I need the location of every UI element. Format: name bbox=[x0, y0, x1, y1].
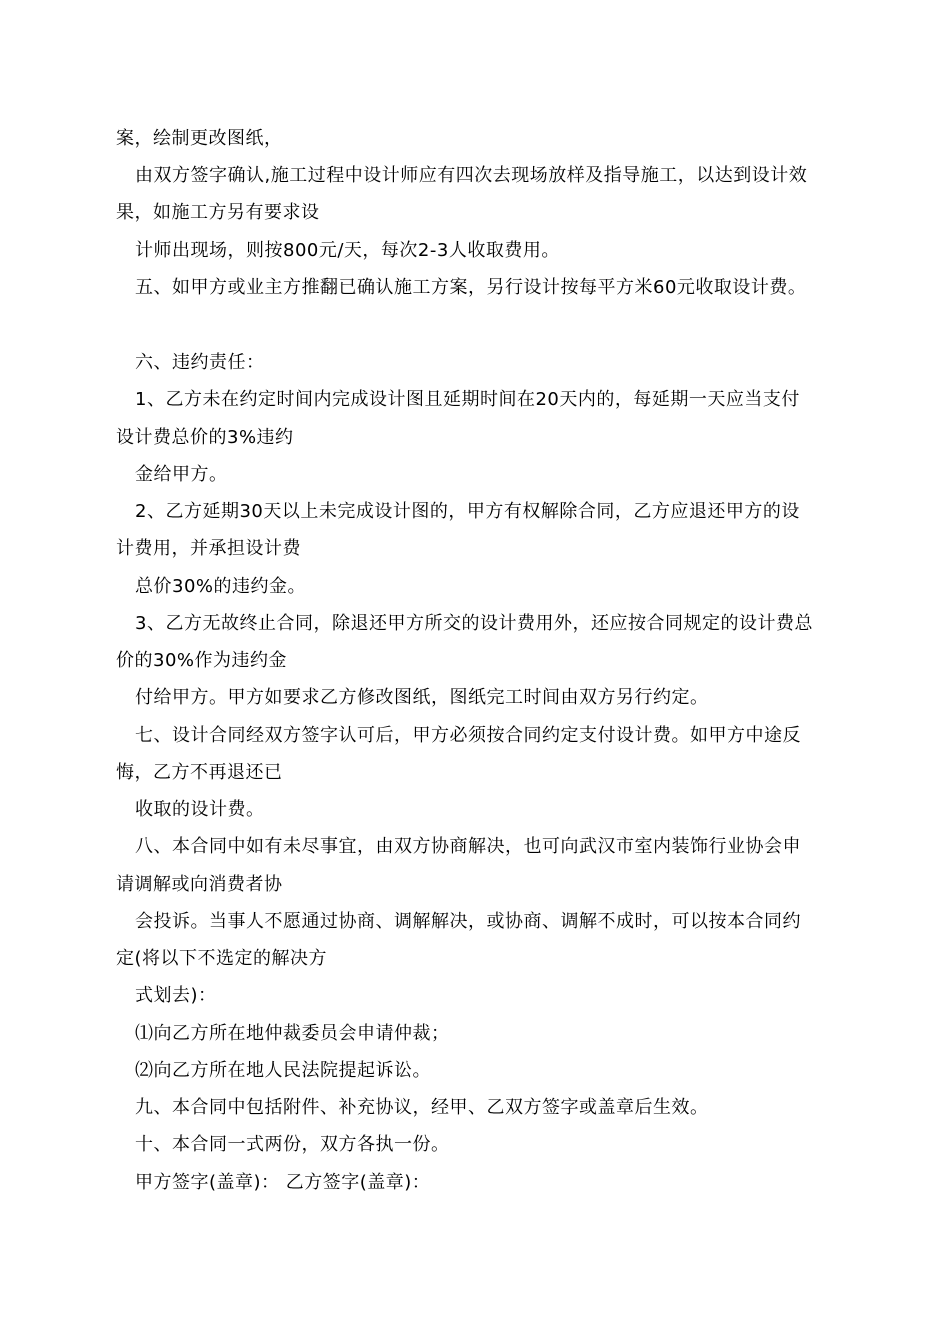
clause-7: 七、设计合同经双方签字认可后，甲方必须按合同约定支付设计费。如甲方中途反 bbox=[135, 725, 801, 746]
dispute-option-arbitration: ⑴向乙方所在地仲裁委员会申请仲裁； bbox=[135, 1023, 450, 1044]
line-client-signature-confirm: 由双方签字确认,施工过程中设计师应有四次去现场放样及指导施工，以达到设计效 bbox=[135, 165, 808, 186]
breach-item-3: 3、乙方无故终止合同，除退还甲方所交的设计费用外，还应按合同规定的设计费总 bbox=[135, 613, 813, 634]
line-extra-requirement: 果，如施工方另有要求设 bbox=[116, 202, 320, 223]
breach-item-2-end: 总价30%的违约金。 bbox=[135, 576, 307, 597]
dispute-option-litigation: ⑵向乙方所在地人民法院提起诉讼。 bbox=[135, 1060, 431, 1081]
breach-item-2: 2、乙方延期30天以上未完成设计图的，甲方有权解除合同，乙方应退还甲方的设 bbox=[135, 501, 800, 522]
clause-8-end: 式划去)： bbox=[135, 985, 217, 1006]
breach-item-3-cont: 价的30%作为违约金 bbox=[116, 650, 288, 671]
clause-8: 八、本合同中如有未尽事宜，由双方协商解决，也可向武汉市室内装饰行业协会申 bbox=[135, 836, 801, 857]
breach-item-1-cont: 设计费总价的3%违约 bbox=[116, 427, 294, 448]
clause-7-end: 收取的设计费。 bbox=[135, 799, 265, 820]
breach-item-3-end: 付给甲方。甲方如要求乙方修改图纸，图纸完工时间由双方另行约定。 bbox=[135, 687, 709, 708]
line-continuation-drawing: 案，绘制更改图纸， bbox=[116, 128, 283, 149]
clause-8-cont: 请调解或向消费者协 bbox=[116, 874, 283, 895]
clause-8-cont-3: 定(将以下不选定的解决方 bbox=[116, 948, 328, 969]
signature-line: 甲方签字(盖章)： 乙方签字(盖章)： bbox=[135, 1172, 431, 1193]
breach-item-2-cont: 计费用，并承担设计费 bbox=[116, 538, 301, 559]
section-heading-breach: 六、违约责任： bbox=[135, 352, 265, 373]
clause-8-cont-2: 会投诉。当事人不愿通过协商、调解解决，或协商、调解不成时，可以按本合同约 bbox=[135, 911, 801, 932]
clause-7-cont: 悔，乙方不再退还已 bbox=[116, 762, 283, 783]
clause-5: 五、如甲方或业主方推翻已确认施工方案，另行设计按每平方米60元收取设计费。 bbox=[135, 277, 807, 298]
clause-10: 十、本合同一式两份，双方各执一份。 bbox=[135, 1134, 450, 1155]
clause-9: 九、本合同中包括附件、补充协议，经甲、乙双方签字或盖章后生效。 bbox=[135, 1097, 709, 1118]
breach-item-1: 1、乙方未在约定时间内完成设计图且延期时间在20天内的，每延期一天应当支付 bbox=[135, 389, 800, 410]
line-onsite-fee: 计师出现场，则按800元/天，每次2-3人收取费用。 bbox=[135, 240, 560, 261]
breach-item-1-end: 金给甲方。 bbox=[135, 464, 228, 485]
